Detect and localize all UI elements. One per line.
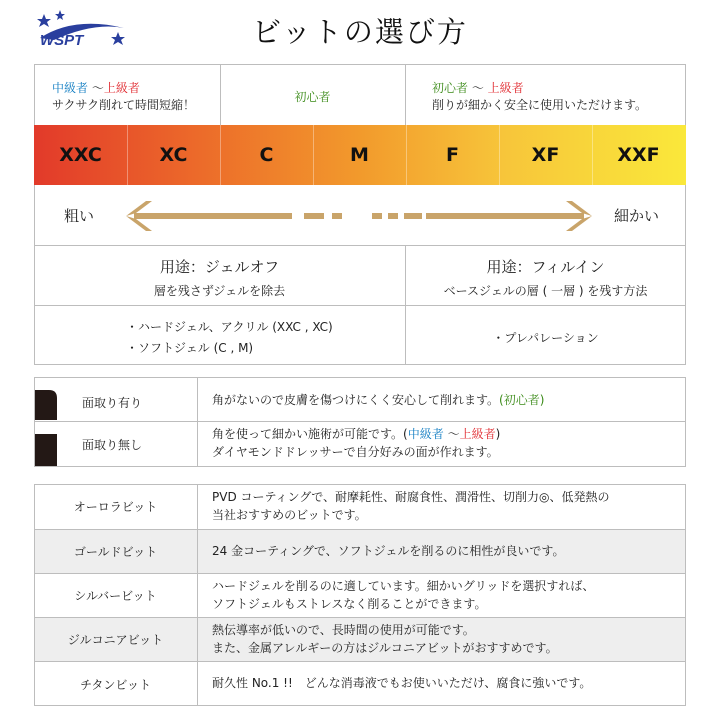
- use-geloff-sub: 層を残さずジェルを除去: [153, 284, 286, 298]
- double-arrow-icon: [122, 198, 596, 234]
- bit-zirconia-desc-2: また、金属アレルギーの方はジルコニアビットがおすすめです。: [212, 641, 558, 655]
- chamfer-with-desc: 角がないので皮膚を傷つけにくく安心して削れます。(初心者): [212, 393, 545, 407]
- header-right-desc: 削りが細かく安全に使用いただけます。: [432, 98, 648, 112]
- grit-c: C: [259, 144, 274, 166]
- bit-zirconia-desc-1: 熱伝導率が低いので、長時間の使用が可能です。: [212, 623, 475, 637]
- coarse-label: 粗い: [64, 207, 95, 225]
- header-left-desc: サクサク削れて時間短縮！: [52, 98, 196, 112]
- grit-xc: XC: [159, 144, 188, 166]
- grit-f: F: [446, 144, 459, 166]
- bit-gold-desc: 24 金コーティングで、ソフトジェルを削るのに相性が良いです。: [212, 544, 565, 558]
- list-item: ・プレパレーション: [492, 331, 599, 345]
- grit-xf: XF: [531, 144, 560, 166]
- bit-silver-desc-2: ソフトジェルもストレスなく削ることができます。: [212, 597, 487, 611]
- header-right-level: 初心者 〜 上級者: [432, 81, 524, 95]
- list-item: ・ソフトジェル (C , M): [126, 341, 254, 355]
- list-item: ・ハードジェル、アクリル (XXC , XC): [126, 320, 333, 334]
- bit-titanium-name: チタンビット: [80, 678, 151, 692]
- bit-gold-name: ゴールドビット: [73, 545, 158, 559]
- bit-aurora-desc-1: PVD コーティングで、耐摩耗性、耐腐食性、潤滑性、切削力◎、低発熱の: [212, 490, 610, 504]
- use-fillin-sub: ベースジェルの層 ( 一層 ) を残す方法: [443, 284, 648, 298]
- square-edge-icon: [35, 434, 57, 466]
- grit-xxc: XXC: [59, 144, 102, 166]
- bit-silver-desc-1: ハードジェルを削るのに適しています。細かいグリッドを選択すれば、: [212, 579, 595, 593]
- fine-label: 細かい: [614, 207, 660, 225]
- chamfer-without-desc: 角を使って細かい施術が可能です。(中級者 〜上級者): [212, 427, 501, 441]
- header-left-level: 中級者 〜上級者: [52, 81, 140, 95]
- chamfer-without-label: 面取り無し: [81, 438, 142, 452]
- bit-aurora-name: オーロラビット: [73, 500, 158, 514]
- use-geloff-title: 用途：ジェルオフ: [159, 258, 280, 276]
- chamfer-without-desc-2: ダイヤモンドドレッサーで自分好みの面が作れます。: [212, 445, 499, 459]
- header-center-level: 初心者: [294, 90, 331, 104]
- page-title: ビットの選び方: [252, 15, 468, 49]
- bit-aurora-desc-2: 当社おすすめのビットです。: [212, 508, 367, 522]
- chamfered-edge-icon: [35, 390, 57, 420]
- bit-titanium-desc: 耐久性 No.1 !! どんな消毒液でもお使いいただけ、腐食に強いです。: [212, 676, 592, 690]
- logo-text: WSPT: [40, 32, 84, 49]
- grit-m: M: [350, 144, 369, 166]
- chamfer-with-label: 面取り有り: [81, 396, 142, 410]
- grit-xxf: XXF: [617, 144, 660, 166]
- bit-silver-name: シルバービット: [74, 589, 157, 603]
- use-fillin-title: 用途：フィルイン: [486, 258, 605, 276]
- bit-zirconia-name: ジルコニアビット: [67, 633, 164, 647]
